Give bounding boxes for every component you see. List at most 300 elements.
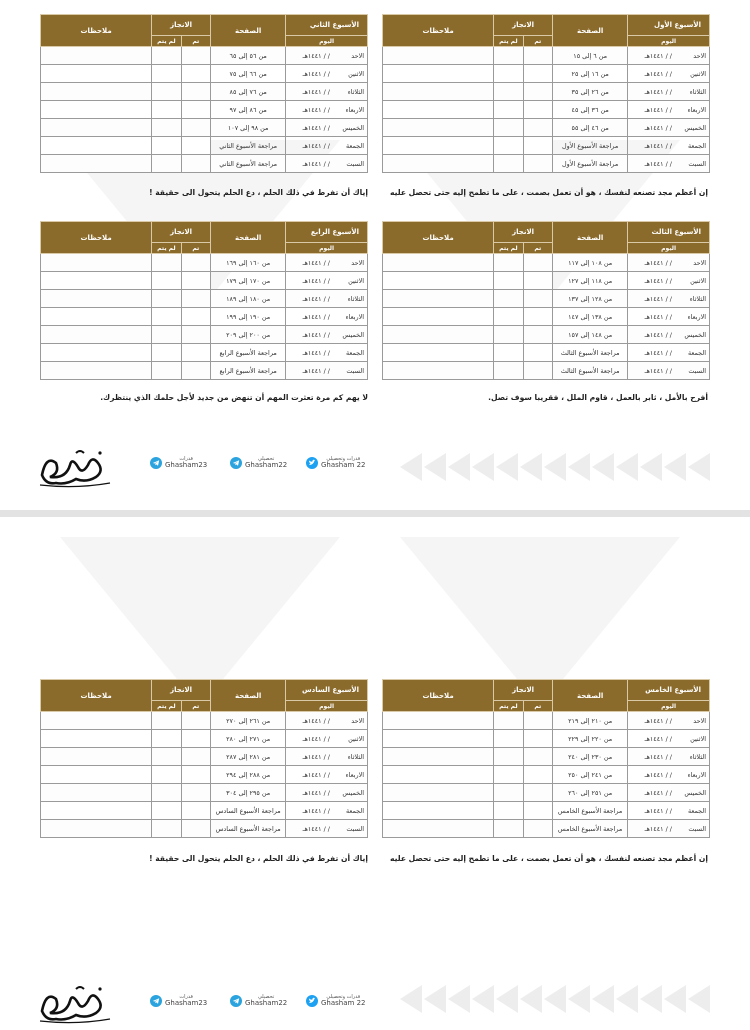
day-cell [286, 137, 368, 155]
day-cell [286, 730, 368, 748]
notes-cell[interactable] [41, 47, 152, 65]
done-checkbox-cell[interactable] [523, 290, 552, 308]
page-range: مراجعة الأسبوع السادس [211, 802, 286, 820]
day-name: الاثنين [690, 69, 706, 78]
date-text: / / ١٤٤١هـ [302, 141, 330, 150]
notes-cell[interactable] [41, 730, 152, 748]
table-row [41, 272, 368, 290]
notes-cell[interactable] [383, 326, 494, 344]
day-header: اليوم [628, 36, 710, 47]
date-text: / / ١٤٤١هـ [644, 159, 672, 168]
telegram-link-2[interactable] [150, 995, 207, 1007]
day-cell [286, 47, 368, 65]
day-cell [286, 784, 368, 802]
page-range: من ٢١٠ إلى ٢١٩ [553, 712, 628, 730]
table-row [383, 802, 710, 820]
notes-cell[interactable] [383, 47, 494, 65]
week-3-schedule [382, 221, 710, 380]
not-done-checkbox-cell[interactable] [152, 802, 181, 820]
table-row [383, 254, 710, 272]
done-checkbox-cell[interactable] [523, 119, 552, 137]
day-cell [286, 326, 368, 344]
achievement-header: الانجاز [152, 680, 211, 701]
done-checkbox-cell[interactable] [181, 290, 210, 308]
day-cell [628, 101, 710, 119]
table-row [41, 290, 368, 308]
day-cell [286, 254, 368, 272]
done-checkbox-cell[interactable] [523, 83, 552, 101]
day-name: الخميس [684, 788, 706, 797]
week-5-quote: إن أعظم مجد تصنعه لنفسك ، هو أن تعمل بصمت ، على ما تطمح إليه حتى تحصل عليه [390, 854, 708, 863]
done-checkbox-cell[interactable] [523, 137, 552, 155]
day-cell [286, 766, 368, 784]
not-done-checkbox-cell[interactable] [494, 820, 523, 838]
table-row [383, 83, 710, 101]
notes-cell[interactable] [383, 820, 494, 838]
not-done-checkbox-cell[interactable] [494, 47, 523, 65]
notes-cell[interactable] [41, 290, 152, 308]
date-text: / / ١٤٤١هـ [302, 348, 330, 357]
done-checkbox-cell[interactable] [523, 730, 552, 748]
table-row [41, 119, 368, 137]
done-checkbox-cell[interactable] [523, 254, 552, 272]
done-checkbox-cell[interactable] [181, 748, 210, 766]
day-cell [286, 308, 368, 326]
table-row [41, 137, 368, 155]
schedule-table [382, 14, 710, 173]
not-done-checkbox-cell[interactable] [152, 344, 181, 362]
day-name: السبت [346, 366, 364, 375]
day-cell [628, 820, 710, 838]
done-checkbox-cell[interactable] [523, 748, 552, 766]
not-done-checkbox-cell[interactable] [494, 65, 523, 83]
twitter-link[interactable] [306, 995, 365, 1007]
page-range: من ٩٨ إلى ١٠٧ [211, 119, 286, 137]
telegram-handle: Ghasham22 [245, 461, 288, 469]
date-text: / / ١٤٤١هـ [302, 294, 330, 303]
day-name: السبت [688, 159, 706, 168]
done-checkbox-cell[interactable] [523, 344, 552, 362]
day-cell [286, 820, 368, 838]
page-range: من ٢٦ إلى ٣٥ [553, 83, 628, 101]
table-row [41, 766, 368, 784]
table-row [383, 137, 710, 155]
date-text: / / ١٤٤١هـ [644, 366, 672, 375]
table-row [383, 784, 710, 802]
notes-cell[interactable] [383, 766, 494, 784]
notes-cell[interactable] [41, 308, 152, 326]
not-done-checkbox-cell[interactable] [152, 748, 181, 766]
not-done-checkbox-cell[interactable] [152, 290, 181, 308]
table-row [383, 47, 710, 65]
page-range: من ٤٦ إلى ٥٥ [553, 119, 628, 137]
day-header: اليوم [286, 701, 368, 712]
notes-cell[interactable] [383, 730, 494, 748]
day-name: الجمعة [687, 141, 706, 150]
page-range: مراجعة الأسبوع الأول [553, 155, 628, 173]
done-checkbox-cell[interactable] [181, 272, 210, 290]
not-done-checkbox-cell[interactable] [494, 326, 523, 344]
notes-cell[interactable] [41, 802, 152, 820]
notes-cell[interactable] [383, 101, 494, 119]
week-title: الأسبوع السادس [286, 680, 368, 701]
notes-cell[interactable] [383, 65, 494, 83]
achievement-header: الانجاز [152, 222, 211, 243]
done-checkbox-cell[interactable] [181, 784, 210, 802]
done-checkbox-cell[interactable] [181, 712, 210, 730]
notes-cell[interactable] [41, 820, 152, 838]
notes-cell[interactable] [41, 272, 152, 290]
schedule-table [382, 679, 710, 838]
page-range: مراجعة الأسبوع الثالث [553, 344, 628, 362]
day-name: الاربعاء [687, 105, 706, 114]
date-text: / / ١٤٤١هـ [644, 276, 672, 285]
date-text: / / ١٤٤١هـ [644, 824, 672, 833]
day-name: الجمعة [345, 141, 364, 150]
done-checkbox-cell[interactable] [523, 820, 552, 838]
table-row [383, 119, 710, 137]
day-cell [628, 137, 710, 155]
day-cell [628, 802, 710, 820]
twitter-icon [306, 995, 318, 1007]
done-checkbox-cell[interactable] [523, 155, 552, 173]
page-range: من ٥٦ إلى ٦٥ [211, 47, 286, 65]
telegram-caption: قدرات [179, 994, 193, 1000]
not-done-checkbox-cell[interactable] [494, 748, 523, 766]
notes-cell[interactable] [383, 802, 494, 820]
done-checkbox-cell[interactable] [523, 101, 552, 119]
telegram-icon [230, 457, 242, 469]
day-cell [286, 101, 368, 119]
done-checkbox-cell[interactable] [181, 344, 210, 362]
not-done-checkbox-cell[interactable] [152, 326, 181, 344]
notes-cell[interactable] [383, 308, 494, 326]
done-checkbox-cell[interactable] [181, 65, 210, 83]
not-done-checkbox-cell[interactable] [494, 119, 523, 137]
page-range: من ١٦ إلى ٢٥ [553, 65, 628, 83]
notes-cell[interactable] [41, 766, 152, 784]
week-1-quote: إن أعظم مجد تصنعه لنفسك ، هو أن تعمل بصمت ، على ما تطمح إليه حتى تحصل عليه [390, 188, 708, 197]
day-cell [628, 344, 710, 362]
not-done-checkbox-cell[interactable] [152, 101, 181, 119]
table-row [41, 65, 368, 83]
telegram-link-1[interactable] [230, 457, 287, 469]
done-checkbox-cell[interactable] [181, 326, 210, 344]
notes-cell[interactable] [41, 119, 152, 137]
schedule-table [382, 221, 710, 380]
done-checkbox-cell[interactable] [523, 272, 552, 290]
day-name: الاربعاء [345, 770, 364, 779]
page-range: مراجعة الأسبوع الرابع [211, 362, 286, 380]
not-done-checkbox-cell[interactable] [494, 290, 523, 308]
date-text: / / ١٤٤١هـ [644, 348, 672, 357]
table-row [383, 65, 710, 83]
not-done-checkbox-cell[interactable] [494, 101, 523, 119]
day-name: الثلاثاء [347, 752, 364, 761]
not-done-checkbox-cell[interactable] [494, 155, 523, 173]
not-done-checkbox-cell[interactable] [494, 83, 523, 101]
done-header: تم [523, 701, 552, 712]
not-done-checkbox-cell[interactable] [152, 65, 181, 83]
notes-cell[interactable] [41, 362, 152, 380]
table-row [41, 748, 368, 766]
table-row [41, 83, 368, 101]
telegram-caption: تحصيلي [257, 994, 275, 1000]
notes-cell[interactable] [383, 784, 494, 802]
notes-cell[interactable] [41, 254, 152, 272]
page-footer [0, 445, 750, 495]
notes-cell[interactable] [383, 254, 494, 272]
date-text: / / ١٤٤١هـ [302, 159, 330, 168]
notes-header: ملاحظات [383, 222, 494, 254]
notes-cell[interactable] [41, 712, 152, 730]
page-header: الصفحة [211, 680, 286, 712]
done-checkbox-cell[interactable] [181, 137, 210, 155]
achievement-header: الانجاز [494, 680, 553, 701]
not-done-header: لم يتم [152, 243, 181, 254]
not-done-checkbox-cell[interactable] [152, 308, 181, 326]
page-range: من ٢٩٥ إلى ٣٠٤ [211, 784, 286, 802]
twitter-link[interactable] [306, 457, 365, 469]
page-2 [0, 517, 750, 1030]
notes-cell[interactable] [41, 83, 152, 101]
done-checkbox-cell[interactable] [181, 730, 210, 748]
page-range: من ٨٦ إلى ٩٧ [211, 101, 286, 119]
notes-header: ملاحظات [41, 680, 152, 712]
notes-cell[interactable] [41, 748, 152, 766]
day-name: الاحد [693, 716, 706, 725]
week-4-schedule [40, 221, 368, 380]
telegram-icon [230, 995, 242, 1007]
notes-cell[interactable] [383, 344, 494, 362]
table-row [383, 272, 710, 290]
table-row [383, 308, 710, 326]
not-done-checkbox-cell[interactable] [494, 362, 523, 380]
not-done-checkbox-cell[interactable] [494, 308, 523, 326]
table-row [41, 254, 368, 272]
schedule-table [40, 221, 368, 380]
date-text: / / ١٤٤١هـ [302, 105, 330, 114]
day-name: الاثنين [690, 734, 706, 743]
notes-header: ملاحظات [383, 15, 494, 47]
week-4-quote: لا يهم كم مرة تعثرت المهم أن تنهض من جديد لأجل حلمك الذي ينتظرك. [100, 393, 368, 402]
notes-header: ملاحظات [383, 680, 494, 712]
day-name: الجمعة [345, 806, 364, 815]
done-checkbox-cell[interactable] [181, 802, 210, 820]
day-name: الخميس [684, 123, 706, 132]
table-row [383, 326, 710, 344]
day-header: اليوم [286, 36, 368, 47]
done-checkbox-cell[interactable] [523, 712, 552, 730]
week-1-schedule [382, 14, 710, 173]
notes-header: ملاحظات [41, 15, 152, 47]
page-range: من ٢٥١ إلى ٢٦٠ [553, 784, 628, 802]
not-done-checkbox-cell[interactable] [152, 784, 181, 802]
not-done-checkbox-cell[interactable] [494, 766, 523, 784]
signature-logo [36, 981, 116, 1025]
table-row [41, 802, 368, 820]
date-text: / / ١٤٤١هـ [644, 258, 672, 267]
page-range: من ٢٨٨ إلى ٢٩٤ [211, 766, 286, 784]
done-checkbox-cell[interactable] [181, 155, 210, 173]
not-done-checkbox-cell[interactable] [494, 344, 523, 362]
page-range: من ٢٧١ إلى ٢٨٠ [211, 730, 286, 748]
notes-cell[interactable] [383, 362, 494, 380]
notes-cell[interactable] [41, 784, 152, 802]
not-done-header: لم يتم [152, 701, 181, 712]
telegram-link-2[interactable] [150, 457, 207, 469]
not-done-checkbox-cell[interactable] [494, 137, 523, 155]
not-done-checkbox-cell[interactable] [152, 766, 181, 784]
page-range: من ٢٦١ إلى ٢٧٠ [211, 712, 286, 730]
not-done-header: لم يتم [152, 36, 181, 47]
page-range: من ١٣٨ إلى ١٤٧ [553, 308, 628, 326]
not-done-header: لم يتم [494, 243, 523, 254]
not-done-checkbox-cell[interactable] [494, 784, 523, 802]
notes-cell[interactable] [383, 748, 494, 766]
not-done-checkbox-cell[interactable] [152, 712, 181, 730]
telegram-handle: Ghasham22 [245, 999, 288, 1007]
day-cell [628, 119, 710, 137]
date-text: / / ١٤٤١هـ [644, 123, 672, 132]
week-6-quote: إياك أن تفرط في ذلك الحلم ، دع الحلم يتحول الى حقيقة ! [149, 854, 368, 863]
notes-cell[interactable] [383, 272, 494, 290]
page-header: الصفحة [553, 15, 628, 47]
done-header: تم [523, 243, 552, 254]
table-row [41, 155, 368, 173]
page-range: مراجعة الأسبوع الرابع [211, 344, 286, 362]
day-name: الثلاثاء [689, 294, 706, 303]
page-range: من ٢٨١ إلى ٢٨٧ [211, 748, 286, 766]
table-row [383, 290, 710, 308]
done-checkbox-cell[interactable] [523, 326, 552, 344]
page-range: مراجعة الأسبوع الخامس [553, 802, 628, 820]
day-cell [286, 748, 368, 766]
page-range: من ١٦٠ إلى ١٦٩ [211, 254, 286, 272]
done-checkbox-cell[interactable] [181, 254, 210, 272]
day-cell [628, 83, 710, 101]
twitter-handle: Ghasham 22 [321, 999, 366, 1007]
page-range: مراجعة الأسبوع الخامس [553, 820, 628, 838]
page-range: من ١٤٨ إلى ١٥٧ [553, 326, 628, 344]
not-done-checkbox-cell[interactable] [494, 712, 523, 730]
done-checkbox-cell[interactable] [181, 362, 210, 380]
day-name: السبت [688, 824, 706, 833]
day-name: الجمعة [687, 348, 706, 357]
done-checkbox-cell[interactable] [181, 83, 210, 101]
notes-cell[interactable] [383, 155, 494, 173]
table-row [41, 308, 368, 326]
notes-cell[interactable] [41, 344, 152, 362]
done-checkbox-cell[interactable] [181, 766, 210, 784]
telegram-caption: قدرات [179, 456, 193, 462]
date-text: / / ١٤٤١هـ [302, 366, 330, 375]
done-checkbox-cell[interactable] [523, 47, 552, 65]
done-checkbox-cell[interactable] [523, 65, 552, 83]
notes-cell[interactable] [41, 101, 152, 119]
not-done-checkbox-cell[interactable] [152, 730, 181, 748]
done-checkbox-cell[interactable] [181, 820, 210, 838]
not-done-checkbox-cell[interactable] [152, 820, 181, 838]
date-text: / / ١٤٤١هـ [644, 87, 672, 96]
not-done-checkbox-cell[interactable] [152, 137, 181, 155]
notes-cell[interactable] [41, 155, 152, 173]
notes-cell[interactable] [383, 290, 494, 308]
day-header: اليوم [286, 243, 368, 254]
done-checkbox-cell[interactable] [523, 766, 552, 784]
notes-cell[interactable] [41, 137, 152, 155]
date-text: / / ١٤٤١هـ [302, 806, 330, 815]
not-done-checkbox-cell[interactable] [152, 254, 181, 272]
day-name: الثلاثاء [347, 87, 364, 96]
done-checkbox-cell[interactable] [181, 47, 210, 65]
notes-cell[interactable] [383, 137, 494, 155]
not-done-checkbox-cell[interactable] [152, 362, 181, 380]
telegram-handle: Ghasham23 [165, 999, 208, 1007]
week-2-schedule [40, 14, 368, 173]
done-checkbox-cell[interactable] [523, 362, 552, 380]
not-done-checkbox-cell[interactable] [152, 47, 181, 65]
not-done-checkbox-cell[interactable] [494, 272, 523, 290]
day-cell [286, 344, 368, 362]
notes-cell[interactable] [383, 119, 494, 137]
notes-cell[interactable] [41, 65, 152, 83]
date-text: / / ١٤٤١هـ [302, 51, 330, 60]
done-checkbox-cell[interactable] [523, 784, 552, 802]
not-done-checkbox-cell[interactable] [152, 155, 181, 173]
page-range: من ٦٦ إلى ٧٥ [211, 65, 286, 83]
day-header: اليوم [628, 243, 710, 254]
notes-cell[interactable] [383, 83, 494, 101]
not-done-checkbox-cell[interactable] [494, 730, 523, 748]
done-checkbox-cell[interactable] [523, 802, 552, 820]
table-row [41, 101, 368, 119]
date-text: / / ١٤٤١هـ [644, 716, 672, 725]
not-done-checkbox-cell[interactable] [494, 802, 523, 820]
done-header: تم [181, 36, 210, 47]
done-checkbox-cell[interactable] [181, 101, 210, 119]
not-done-checkbox-cell[interactable] [152, 272, 181, 290]
day-name: الاحد [693, 51, 706, 60]
notes-cell[interactable] [41, 326, 152, 344]
date-text: / / ١٤٤١هـ [302, 312, 330, 321]
notes-cell[interactable] [383, 712, 494, 730]
table-row [41, 344, 368, 362]
day-cell [628, 47, 710, 65]
week-6-schedule [40, 679, 368, 838]
notes-header: ملاحظات [41, 222, 152, 254]
day-name: الثلاثاء [347, 294, 364, 303]
done-checkbox-cell[interactable] [181, 119, 210, 137]
not-done-checkbox-cell[interactable] [494, 254, 523, 272]
week-3-quote: أفرح بالأمل ، ثابر بالعمل ، قاوم الملل ، فقريبا سوف تصل. [488, 393, 708, 402]
done-header: تم [181, 243, 210, 254]
table-row [383, 344, 710, 362]
not-done-checkbox-cell[interactable] [152, 83, 181, 101]
day-cell [628, 155, 710, 173]
page-range: من ١١٨ إلى ١٢٧ [553, 272, 628, 290]
day-cell [628, 748, 710, 766]
day-cell [286, 119, 368, 137]
telegram-link-1[interactable] [230, 995, 287, 1007]
not-done-checkbox-cell[interactable] [152, 119, 181, 137]
done-checkbox-cell[interactable] [181, 308, 210, 326]
date-text: / / ١٤٤١هـ [644, 51, 672, 60]
done-checkbox-cell[interactable] [523, 308, 552, 326]
date-text: / / ١٤٤١هـ [302, 258, 330, 267]
telegram-icon [150, 995, 162, 1007]
twitter-icon [306, 457, 318, 469]
